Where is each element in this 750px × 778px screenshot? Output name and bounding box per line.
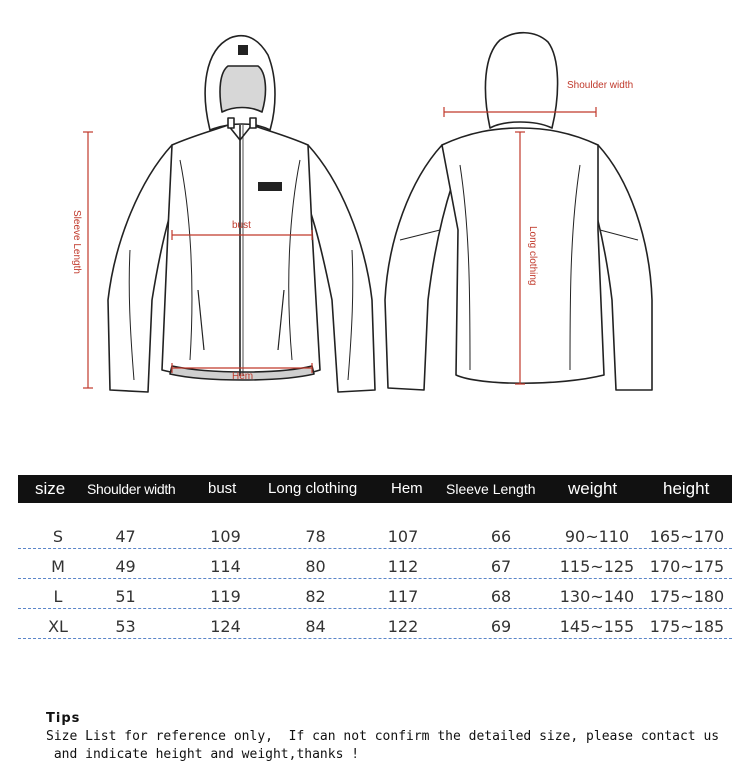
cell-weight: 145~155	[559, 617, 635, 636]
cell-long-clothing: 82	[305, 587, 326, 606]
header-height: height	[663, 479, 710, 498]
table-row	[18, 609, 732, 639]
cell-size: L	[53, 587, 63, 606]
long-clothing-label: Long clothing	[527, 226, 538, 286]
cell-height: 170~175	[649, 557, 725, 576]
cell-shoulder-width: 49	[115, 557, 136, 576]
shoulder-width-label: Shoulder width	[567, 80, 634, 91]
cell-weight: 90~110	[564, 527, 630, 546]
cell-weight: 115~125	[559, 557, 635, 576]
cell-long-clothing: 84	[305, 617, 326, 636]
table-row	[18, 549, 732, 579]
sleeve-length-label: Sleeve Length	[71, 210, 82, 274]
header-hem: Hem	[391, 480, 423, 497]
cell-size: M	[51, 557, 65, 576]
size-chart-table	[18, 475, 732, 639]
table-row	[18, 519, 732, 549]
cell-shoulder-width: 47	[115, 527, 136, 546]
cell-long-clothing: 80	[305, 557, 326, 576]
cell-bust: 124	[210, 617, 241, 636]
cell-height: 165~170	[649, 527, 725, 546]
cell-sleeve-length: 68	[490, 587, 512, 606]
cell-sleeve-length: 69	[490, 617, 512, 636]
tips-section	[46, 711, 736, 764]
cell-bust: 119	[210, 587, 241, 606]
cell-shoulder-width: 51	[115, 587, 136, 606]
tips-line-1: Size List for reference only, If can not confirm the detailed size, please contact us	[46, 729, 720, 744]
cell-height: 175~185	[649, 617, 725, 636]
table-header	[18, 475, 732, 503]
bust-label: bust	[232, 220, 251, 231]
cell-hem: 117	[387, 587, 419, 606]
header-size: size	[35, 479, 66, 498]
header-weight: weight	[568, 479, 618, 498]
tips-line-2: and indicate height and weight,thanks !	[46, 747, 360, 762]
tips-title: Tips	[46, 711, 81, 726]
cell-bust: 109	[210, 527, 241, 546]
cell-bust: 114	[210, 557, 241, 576]
header-sleeve-length: Sleeve Length	[446, 481, 536, 497]
cell-weight: 130~140	[559, 587, 635, 606]
cell-size: XL	[48, 617, 68, 636]
cell-long-clothing: 78	[305, 527, 326, 546]
table-body	[18, 519, 732, 639]
hem-label: Hem	[232, 371, 254, 382]
cell-hem: 107	[387, 527, 419, 546]
cell-shoulder-width: 53	[115, 617, 136, 636]
cell-sleeve-length: 67	[490, 557, 512, 576]
cell-hem: 122	[387, 617, 419, 636]
cell-height: 175~180	[649, 587, 725, 606]
header-bust: bust	[208, 480, 237, 497]
table-row	[18, 579, 732, 609]
cell-hem: 112	[387, 557, 419, 576]
jacket-front-illustration	[108, 36, 375, 392]
cell-sleeve-length: 66	[490, 527, 512, 546]
header-shoulder-width: Shoulder width	[87, 481, 176, 497]
header-long-clothing: Long clothing	[268, 480, 358, 497]
cell-size: S	[52, 527, 64, 546]
